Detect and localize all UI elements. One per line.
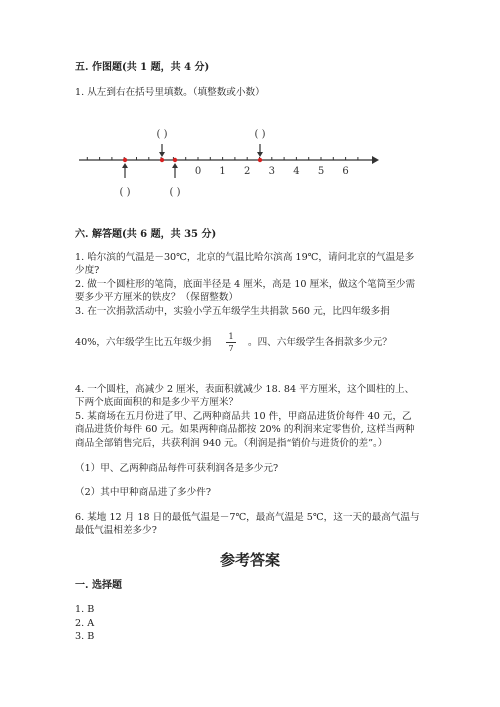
answer-item: 1. B <box>75 604 95 615</box>
arrow-right-icon <box>372 156 379 164</box>
fraction-numerator: 1 <box>228 332 234 341</box>
answer-bracket: ( ) <box>254 129 266 140</box>
question-line: 6. 某地 12 月 18 日的最低气温是－7℃，最高气温是 5℃，这一天的最高气温与 <box>75 512 420 523</box>
tick-label: 5 <box>317 166 325 177</box>
answer-item: 3. B <box>75 631 95 642</box>
section-heading: 六. 解答题(共 6 题，共 35 分) <box>75 229 217 240</box>
question-line: 要多少平方厘米的铁皮？（保留整数） <box>75 292 239 303</box>
question-line: 5. 某商场在五月份进了甲、乙两种商品共 10 件，甲商品进货价每件 40 元，乙 <box>75 411 412 422</box>
tick-label: 1 <box>219 166 226 177</box>
arrow-up-icon <box>122 163 128 168</box>
answer-item: 2. A <box>75 618 95 629</box>
question-line: 商品进货价每件 60 元。如果两种商品都按 20% 的利润来定零售价, 这样当两种 <box>75 424 415 435</box>
question-line: 2. 做一个圆柱形的笔筒，底面半径是 4 厘米，高是 10 厘米，做这个笔筒至少需 <box>75 279 416 290</box>
answers-heading: 一. 选择题 <box>75 580 122 591</box>
number-point <box>258 158 262 162</box>
question-text: 1. 从左到右在括号里填数。（填整数或小数） <box>75 87 265 98</box>
fraction <box>226 332 236 353</box>
question-line: 40%，六年级学生比五年级少捐 <box>75 337 212 348</box>
answer-bracket: ( ) <box>156 129 168 140</box>
arrow-down-icon <box>257 152 263 157</box>
question-line: 少度? <box>75 265 100 276</box>
number-point <box>123 158 127 162</box>
section-heading: 五. 作图题(共 1 题，共 4 分) <box>75 62 210 73</box>
tick-label: 6 <box>342 166 349 177</box>
tick-label: 0 <box>194 166 202 177</box>
question-line: 4. 一个圆柱，高减少 2 厘米，表面积就减少 18. 84 平方厘米，这个圆柱的上、 <box>75 384 415 395</box>
question-line: 1. 哈尔滨的气温是－30℃，北京的气温比哈尔滨高 19℃，请问北京的气温是多 <box>75 252 415 263</box>
arrow-up-icon <box>172 163 178 168</box>
question-line: 3. 在一次捐款活动中，实验小学五年级学生共捐款 560 元，比四年级多捐 <box>75 306 390 317</box>
sub-question: （2）其中甲种商品进了多少件? <box>75 487 211 498</box>
answer-bracket: ( ) <box>169 187 181 198</box>
question-line: 下两个底面面积的和是多少平方厘米？ <box>75 397 239 408</box>
sub-question: （1）甲、乙两种商品每件可获利润各是多少元? <box>75 463 279 474</box>
answer-bracket: ( ) <box>119 187 131 198</box>
question-line: 。四、六年级学生各捐款多少元？ <box>248 337 392 348</box>
fraction-denominator: 7 <box>228 344 234 353</box>
tick-label: 3 <box>268 166 275 177</box>
number-point <box>160 158 164 162</box>
question-line: 商品全部销售完后，共获利润 940 元。（利润是指“销价与进货价的差”。） <box>75 438 388 449</box>
tick-label: 4 <box>293 166 300 177</box>
number-point <box>173 158 177 162</box>
arrow-down-icon <box>159 152 165 157</box>
tick-label: 2 <box>244 166 251 177</box>
answers-title: 参考答案 <box>219 551 280 569</box>
question-line: 最低气温相差多少? <box>75 525 157 536</box>
